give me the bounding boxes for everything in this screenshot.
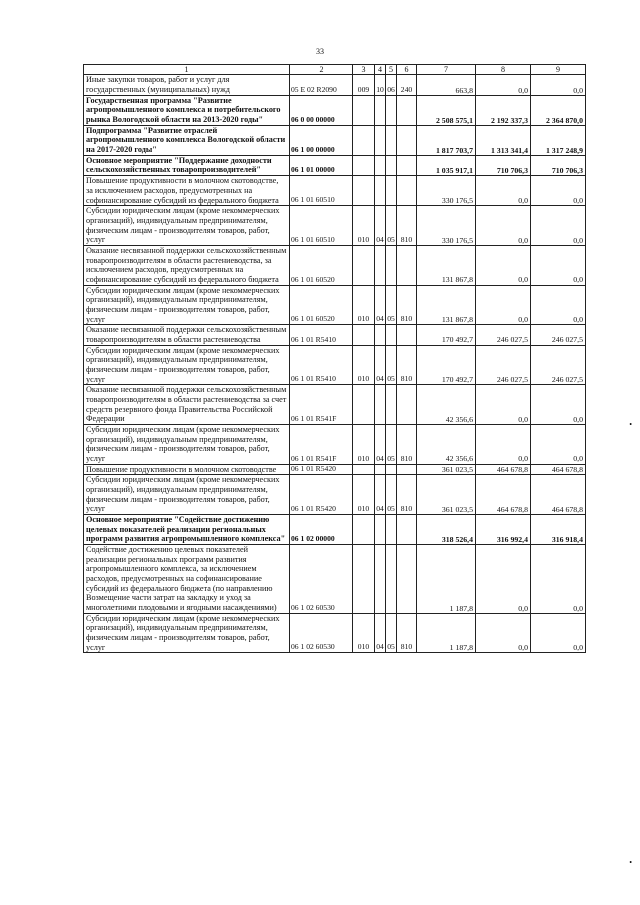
cell-amount-col7: 1 817 703,7	[417, 125, 476, 155]
cell-amount-col7: 1 187,8	[417, 545, 476, 614]
budget-table	[83, 64, 586, 653]
cell-target-article: 05 E 02 R2090	[290, 75, 353, 95]
cell-department: 010	[353, 424, 375, 464]
cell-department: 010	[353, 285, 375, 325]
table-row	[84, 155, 586, 175]
cell-amount-col9: 0,0	[531, 245, 586, 285]
cell-expense-type	[397, 515, 417, 545]
cell-amount-col7: 170 492,7	[417, 325, 476, 345]
cell-target-article: 06 1 01 R5420	[290, 475, 353, 515]
cell-department	[353, 545, 375, 614]
cell-name: Субсидии юридическим лицам (кроме некоммерческих организаций), индивидуальным предпринимателям, физическим лицам - производителям товаров, работ, услуг	[84, 613, 290, 653]
cell-expense-type	[397, 155, 417, 175]
cell-target-article: 06 1 01 60510	[290, 206, 353, 246]
cell-amount-col8: 246 027,5	[476, 345, 531, 385]
cell-amount-col7: 318 526,4	[417, 515, 476, 545]
scan-edge-mark: •	[629, 858, 632, 867]
cell-section	[375, 176, 386, 206]
cell-amount-col7: 330 176,5	[417, 176, 476, 206]
cell-amount-col7: 361 023,5	[417, 475, 476, 515]
cell-subsection	[386, 385, 397, 425]
cell-section: 04	[375, 345, 386, 385]
cell-target-article: 06 1 01 60520	[290, 285, 353, 325]
cell-subsection: 05	[386, 424, 397, 464]
cell-name: Иные закупки товаров, работ и услуг для государственных (муниципальных) нужд	[84, 75, 290, 95]
header-cell: 4	[375, 65, 386, 75]
cell-department	[353, 245, 375, 285]
cell-department	[353, 95, 375, 125]
cell-section	[375, 245, 386, 285]
header-cell: 7	[417, 65, 476, 75]
header-cell: 5	[386, 65, 397, 75]
cell-target-article: 06 1 01 R541F	[290, 424, 353, 464]
cell-amount-col8: 0,0	[476, 245, 531, 285]
cell-section	[375, 515, 386, 545]
cell-target-article: 06 1 01 60520	[290, 245, 353, 285]
cell-subsection	[386, 464, 397, 475]
cell-amount-col8: 316 992,4	[476, 515, 531, 545]
cell-amount-col8: 246 027,5	[476, 325, 531, 345]
cell-name: Повышение продуктивности в молочном скотоводстве	[84, 464, 290, 475]
table-row	[84, 613, 586, 653]
table-row	[84, 515, 586, 545]
cell-amount-col9: 0,0	[531, 206, 586, 246]
cell-target-article: 06 0 00 00000	[290, 95, 353, 125]
cell-amount-col8: 464 678,8	[476, 464, 531, 475]
cell-subsection: 05	[386, 345, 397, 385]
cell-amount-col9: 316 918,4	[531, 515, 586, 545]
cell-subsection	[386, 245, 397, 285]
cell-amount-col7: 131 867,8	[417, 245, 476, 285]
cell-target-article: 06 1 02 60530	[290, 613, 353, 653]
table-header-row	[84, 65, 586, 75]
cell-subsection: 05	[386, 613, 397, 653]
cell-expense-type: 810	[397, 475, 417, 515]
page-number: 33	[316, 47, 324, 56]
cell-department	[353, 464, 375, 475]
cell-subsection	[386, 155, 397, 175]
cell-name: Субсидии юридическим лицам (кроме некоммерческих организаций), индивидуальным предпринимателям, физическим лицам - производителям товаров, работ, услуг	[84, 424, 290, 464]
table-row	[84, 345, 586, 385]
cell-amount-col9: 0,0	[531, 545, 586, 614]
cell-name: Государственная программа "Развитие агропромышленного комплекса и потребительского рынка Вологодской области на 2013-2020 годы"	[84, 95, 290, 125]
cell-amount-col8: 0,0	[476, 75, 531, 95]
cell-department	[353, 125, 375, 155]
cell-section	[375, 95, 386, 125]
cell-target-article: 06 1 01 00000	[290, 155, 353, 175]
cell-amount-col8: 2 192 337,3	[476, 95, 531, 125]
cell-section: 10	[375, 75, 386, 95]
cell-amount-col8: 0,0	[476, 385, 531, 425]
cell-expense-type: 810	[397, 345, 417, 385]
cell-section	[375, 125, 386, 155]
cell-expense-type	[397, 95, 417, 125]
cell-amount-col9: 710 706,3	[531, 155, 586, 175]
cell-expense-type	[397, 325, 417, 345]
table-row	[84, 75, 586, 95]
cell-target-article: 06 1 02 00000	[290, 515, 353, 545]
cell-department: 009	[353, 75, 375, 95]
table-row	[84, 176, 586, 206]
cell-amount-col9: 464 678,8	[531, 475, 586, 515]
cell-amount-col8: 1 313 341,4	[476, 125, 531, 155]
cell-amount-col7: 2 508 575,1	[417, 95, 476, 125]
cell-expense-type	[397, 385, 417, 425]
cell-subsection: 05	[386, 285, 397, 325]
cell-amount-col7: 131 867,8	[417, 285, 476, 325]
cell-name: Основное мероприятие "Содействие достижению целевых показателей реализации региональных программ развития агропромышленного комплекса"	[84, 515, 290, 545]
cell-name: Подпрограмма "Развитие отраслей агропромышленного комплекса Вологодской области на 2017-2020 годы"	[84, 125, 290, 155]
cell-name: Субсидии юридическим лицам (кроме некоммерческих организаций), индивидуальным предпринимателям, физическим лицам - производителям товаров, работ, услуг	[84, 475, 290, 515]
cell-target-article: 06 1 02 60530	[290, 545, 353, 614]
cell-amount-col8: 0,0	[476, 545, 531, 614]
cell-amount-col7: 330 176,5	[417, 206, 476, 246]
cell-expense-type: 240	[397, 75, 417, 95]
cell-amount-col7: 42 356,6	[417, 385, 476, 425]
cell-amount-col8: 0,0	[476, 613, 531, 653]
cell-amount-col9: 0,0	[531, 424, 586, 464]
cell-department: 010	[353, 206, 375, 246]
cell-subsection	[386, 95, 397, 125]
table-row	[84, 206, 586, 246]
cell-amount-col7: 361 023,5	[417, 464, 476, 475]
cell-target-article: 06 1 01 R541F	[290, 385, 353, 425]
cell-amount-col7: 1 187,8	[417, 613, 476, 653]
table-row	[84, 464, 586, 475]
cell-amount-col9: 0,0	[531, 176, 586, 206]
table-row	[84, 424, 586, 464]
cell-section	[375, 155, 386, 175]
cell-amount-col9: 0,0	[531, 285, 586, 325]
cell-expense-type	[397, 125, 417, 155]
cell-name: Субсидии юридическим лицам (кроме некоммерческих организаций), индивидуальным предпринимателям, физическим лицам - производителям товаров, работ, услуг	[84, 206, 290, 246]
cell-subsection: 05	[386, 475, 397, 515]
cell-department	[353, 176, 375, 206]
cell-amount-col8: 0,0	[476, 285, 531, 325]
table-row	[84, 545, 586, 614]
cell-target-article: 06 1 01 R5410	[290, 325, 353, 345]
cell-department	[353, 155, 375, 175]
cell-expense-type	[397, 545, 417, 614]
cell-subsection	[386, 545, 397, 614]
cell-expense-type	[397, 464, 417, 475]
cell-name: Оказание несвязанной поддержки сельскохозяйственным товаропроизводителям в области растениеводства, за исключением расходов, предусмотренных на софинансирование субсидий из федерального бюджета	[84, 245, 290, 285]
cell-amount-col7: 42 356,6	[417, 424, 476, 464]
cell-department	[353, 325, 375, 345]
cell-name: Субсидии юридическим лицам (кроме некоммерческих организаций), индивидуальным предпринимателям, физическим лицам - производителям товаров, работ, услуг	[84, 285, 290, 325]
cell-section: 04	[375, 285, 386, 325]
cell-subsection	[386, 515, 397, 545]
cell-amount-col8: 0,0	[476, 424, 531, 464]
cell-expense-type	[397, 245, 417, 285]
cell-section: 04	[375, 613, 386, 653]
cell-target-article: 06 1 00 00000	[290, 125, 353, 155]
cell-subsection	[386, 325, 397, 345]
cell-department: 010	[353, 345, 375, 385]
cell-name: Основное мероприятие "Поддержание доходности сельскохозяйственных товаропроизводителей"	[84, 155, 290, 175]
cell-target-article: 06 1 01 R5410	[290, 345, 353, 385]
cell-amount-col8: 710 706,3	[476, 155, 531, 175]
header-cell: 2	[290, 65, 353, 75]
cell-amount-col9: 246 027,5	[531, 345, 586, 385]
cell-department: 010	[353, 475, 375, 515]
header-cell: 8	[476, 65, 531, 75]
table-row	[84, 385, 586, 425]
cell-department: 010	[353, 613, 375, 653]
cell-section	[375, 325, 386, 345]
cell-name: Субсидии юридическим лицам (кроме некоммерческих организаций), индивидуальным предпринимателям, физическим лицам - производителям товаров, работ, услуг	[84, 345, 290, 385]
cell-subsection	[386, 125, 397, 155]
cell-subsection	[386, 176, 397, 206]
cell-amount-col9: 0,0	[531, 75, 586, 95]
cell-name: Повышение продуктивности в молочном скотоводстве, за исключением расходов, предусмотренных на софинансирование субсидий из федерального бюджета	[84, 176, 290, 206]
cell-name: Оказание несвязанной поддержки сельскохозяйственным товаропроизводителям в области растениеводства	[84, 325, 290, 345]
cell-expense-type: 810	[397, 613, 417, 653]
cell-amount-col8: 464 678,8	[476, 475, 531, 515]
cell-amount-col9: 0,0	[531, 613, 586, 653]
cell-amount-col7: 1 035 917,1	[417, 155, 476, 175]
cell-amount-col8: 0,0	[476, 176, 531, 206]
cell-department	[353, 385, 375, 425]
cell-target-article: 06 1 01 60510	[290, 176, 353, 206]
cell-name: Содействие достижению целевых показателей реализации региональных программ развития агропромышленного комплекса, за исключением расходов, предусмотренных на софинансирование субсидий из федерального бюджета (по направлению Возмещение части затрат на закладку и уход за многолетними плодовыми и ягодными насаждениями)	[84, 545, 290, 614]
header-cell: 9	[531, 65, 586, 75]
cell-expense-type: 810	[397, 424, 417, 464]
cell-section: 04	[375, 206, 386, 246]
cell-expense-type: 810	[397, 285, 417, 325]
cell-section	[375, 545, 386, 614]
cell-subsection: 05	[386, 206, 397, 246]
table-row	[84, 95, 586, 125]
header-cell: 1	[84, 65, 290, 75]
cell-section: 04	[375, 475, 386, 515]
cell-amount-col9: 2 364 870,0	[531, 95, 586, 125]
header-cell: 3	[353, 65, 375, 75]
cell-amount-col7: 170 492,7	[417, 345, 476, 385]
cell-amount-col9: 464 678,8	[531, 464, 586, 475]
cell-target-article: 06 1 01 R5420	[290, 464, 353, 475]
cell-amount-col8: 0,0	[476, 206, 531, 246]
cell-amount-col7: 663,8	[417, 75, 476, 95]
cell-section	[375, 464, 386, 475]
cell-amount-col9: 0,0	[531, 385, 586, 425]
cell-department	[353, 515, 375, 545]
header-cell: 6	[397, 65, 417, 75]
cell-subsection: 06	[386, 75, 397, 95]
table-row	[84, 475, 586, 515]
table-row	[84, 325, 586, 345]
cell-amount-col9: 1 317 248,9	[531, 125, 586, 155]
cell-section	[375, 385, 386, 425]
cell-name: Оказание несвязанной поддержки сельскохозяйственным товаропроизводителям в области растениеводства за счет средств резервного фонда Правительства Российской Федерации	[84, 385, 290, 425]
table-row	[84, 285, 586, 325]
cell-amount-col9: 246 027,5	[531, 325, 586, 345]
cell-section: 04	[375, 424, 386, 464]
scan-edge-mark: •	[629, 420, 632, 429]
table-row	[84, 245, 586, 285]
table-row	[84, 125, 586, 155]
cell-expense-type	[397, 176, 417, 206]
cell-expense-type: 810	[397, 206, 417, 246]
